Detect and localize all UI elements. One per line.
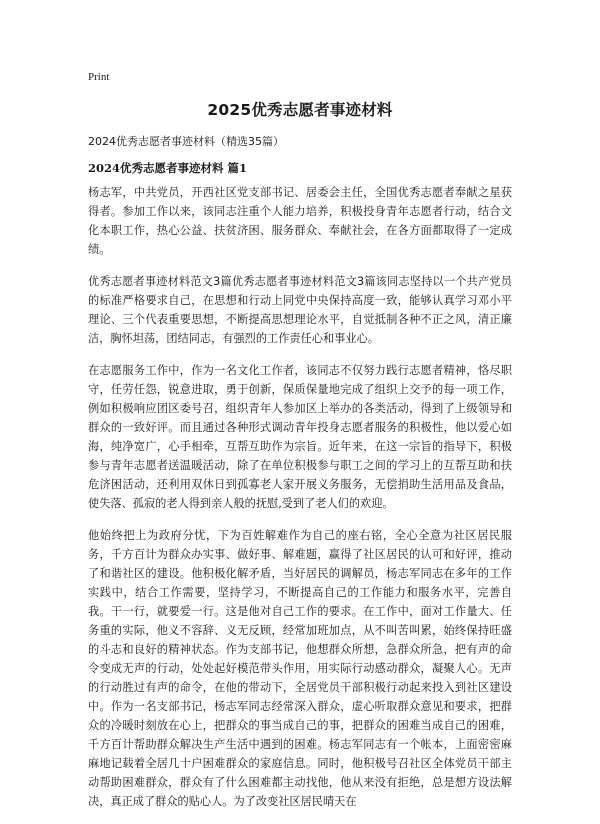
document-subtitle: 2024优秀志愿者事迹材料（精选35篇） [88,135,284,148]
print-label[interactable]: Print [88,71,110,83]
paragraph-2: 优秀志愿者事迹材料范文3篇优秀志愿者事迹材料范文3篇该同志坚持以一个共产党员的标准严格要求自己，在思想和行动上同党中央保持高度一致，能够认真学习邓小平理论、三个代表重要思想，不断提高思想理论水平，自觉抵制各种不正之风，清正廉洁，胸怀坦荡，团结同志，有强烈的工作责任心和事业心。 [88,275,512,345]
paragraph-4: 他始终把上为政府分忧，下为百姓解难作为自己的座右铭，全心全意为社区居民服务，千方百计为群众办实事、做好事、解难题，赢得了社区居民的认可和好评，推动了和谐社区的建设。他积极化解矛盾，当好居民的调解员，杨志军同志在多年的工作实践中，结合工作需要，坚持学习，不断提高自己的工作能力和服务水平，完善自我。干一行，就要爱一行。这是他对自己工作的要求。在工作中，面对工作量大、任务重的实际，他义不容辞、义无反顾，经常加班加点，从不叫苦叫累，始终保持旺盛的斗志和良好的精神状态。作为支部书记，他想群众所想，急群众所急，把有声的命令变成无声的行动，处处起好模范带头作用，用实际行动感动群众，凝聚人心。无声的行动胜过有声的命令，在他的带动下，全居党员干部积极行动起来投入到社区建设中。作为一名支部书记，杨志军同志经常深入群众，虚心听取群众意见和要求，把群众的冷暖时刻放在心上，把群众的事当成自己的事，把群众的困难当成自己的困难，千方百计帮助群众解决生产生活中遇到的困难。杨志军同志有一个帐本，上面密密麻麻地记载着全居几十户困难群众的家庭信息。同时，他积极号召社区全体党员干部主动帮助困难群众，群众有了什么困难都主动找他，他从来没有拒绝，总是想方设法解决，真正成了群众的贴心人。为了改变社区居民晴天在 [88,529,512,808]
section-heading: 2024优秀志愿者事迹材料 篇1 [88,161,248,175]
paragraph-3: 在志愿服务工作中，作为一名文化工作者，该同志不仅努力践行志愿者精神，恪尽职守，任劳任怨，锐意进取，勇于创新，保质保量地完成了组织上交予的每一项工作，例如积极响应团区委号召，组织青年人参加区上举办的各类活动，得到了上级领导和群众的一致好评。而且通过各种形式调动青年投身志愿者服务的积极性，他以爱心如海，纯净宽广，心手相牵，互帮互助作为宗旨。近年来，在这一宗旨的指导下，积极参与青年志愿者送温暖活动，除了在单位积极参与职工之间的学习上的互帮互助和扶危济困活动，还利用双休日到孤寡老人家开展义务服务，无偿捐助生活用品及食品，使失落、孤寂的老人得到亲人般的抚慰,受到了老人们的欢迎。 [88,364,512,510]
paragraph-1: 杨志军，中共党员，开西社区党支部书记、居委会主任，全国优秀志愿者奉献之星获得者。参加工作以来，该同志注重个人能力培养，积极投身青年志愿者行动，结合文化本职工作，热心公益、扶贫济困、服务群众、奉献社会，在各方面都取得了一定成绩。 [88,186,512,256]
article-body [88,183,512,824]
page-title: 2025优秀志愿者事迹材料 [207,101,393,119]
